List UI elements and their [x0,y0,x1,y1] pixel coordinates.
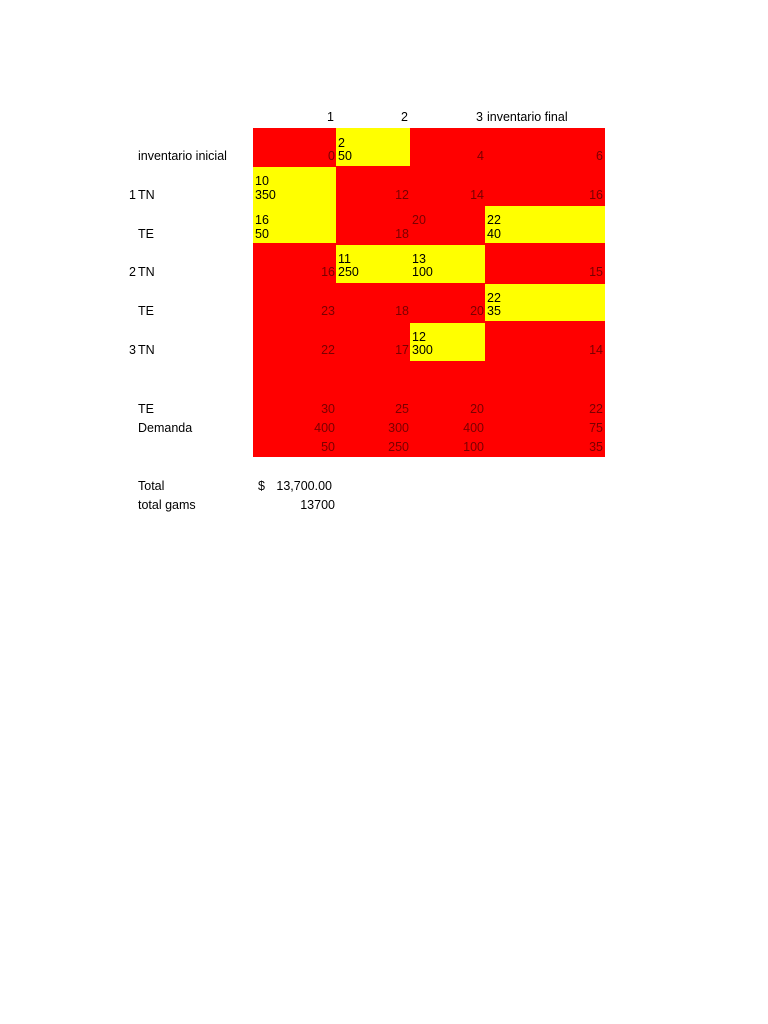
currency-symbol: $ [258,479,265,493]
row-label-te-2: TE [138,304,154,318]
col-header-final: inventario final [487,110,568,124]
col-header-3: 3 [476,110,483,124]
total-value: 13,700.00 [276,479,332,493]
total-gams-value: 13700 [300,498,335,512]
cell-value: 23 [321,304,335,318]
demand-value: 400 [314,421,335,435]
col-header-1: 1 [327,110,334,124]
demand-value: 400 [463,421,484,435]
row-label-te-3: TE [138,402,154,416]
row-number-2: 2 [129,265,136,279]
cell-value: 100 [463,440,484,454]
cell-value: 35 [589,440,603,454]
row-label-inventario-inicial: inventario inicial [138,149,227,163]
cell-value: 25 [395,402,409,416]
cell-cost: 2 [338,136,345,150]
cell-value: 50 [321,440,335,454]
cell-allocation: 250 [338,265,359,279]
demand-value: 75 [589,421,603,435]
cell-value: 6 [596,149,603,163]
cell-allocation: 50 [338,149,352,163]
cell-cost: 12 [412,330,426,344]
allocated-cell [485,284,605,321]
cell-value: 17 [395,343,409,357]
cell-cost: 13 [412,252,426,266]
row-label-te-1: TE [138,227,154,241]
total-label: Total [138,479,165,493]
cell-value: 16 [589,188,603,202]
row-label-demanda: Demanda [138,421,193,435]
cell-allocation: 100 [412,265,433,279]
cell-cost: 10 [255,174,269,188]
cell-value: 18 [395,227,409,241]
cell-value: 16 [321,265,335,279]
cell-cost: 20 [412,213,426,227]
cell-value: 15 [589,265,603,279]
row-label-tn-1: TN [138,188,155,202]
cell-value: 20 [470,402,484,416]
cell-value: 12 [395,188,409,202]
row-number-3: 3 [129,343,136,357]
allocated-cell [485,206,605,243]
cell-cost: 22 [487,213,501,227]
cell-allocation: 350 [255,188,276,202]
row-label-tn-3: TN [138,343,155,357]
cell-value: 14 [589,343,603,357]
demand-value: 300 [388,421,409,435]
cell-value: 0 [328,149,335,163]
total-gams-label: total gams [138,498,196,512]
cell-value: 30 [321,402,335,416]
cell-allocation: 35 [487,304,501,318]
cell-cost: 16 [255,213,269,227]
row-number-1: 1 [129,188,136,202]
cell-value: 4 [477,149,484,163]
cell-value: 20 [470,304,484,318]
cell-value: 22 [589,402,603,416]
cell-cost: 22 [487,291,501,305]
row-label-tn-2: TN [138,265,155,279]
cell-allocation: 50 [255,227,269,241]
cell-value: 14 [470,188,484,202]
cell-value: 22 [321,343,335,357]
cell-cost: 11 [338,252,351,266]
cell-value: 250 [388,440,409,454]
cell-allocation: 300 [412,343,433,357]
cell-value: 18 [395,304,409,318]
col-header-2: 2 [401,110,408,124]
cell-allocation: 40 [487,227,501,241]
